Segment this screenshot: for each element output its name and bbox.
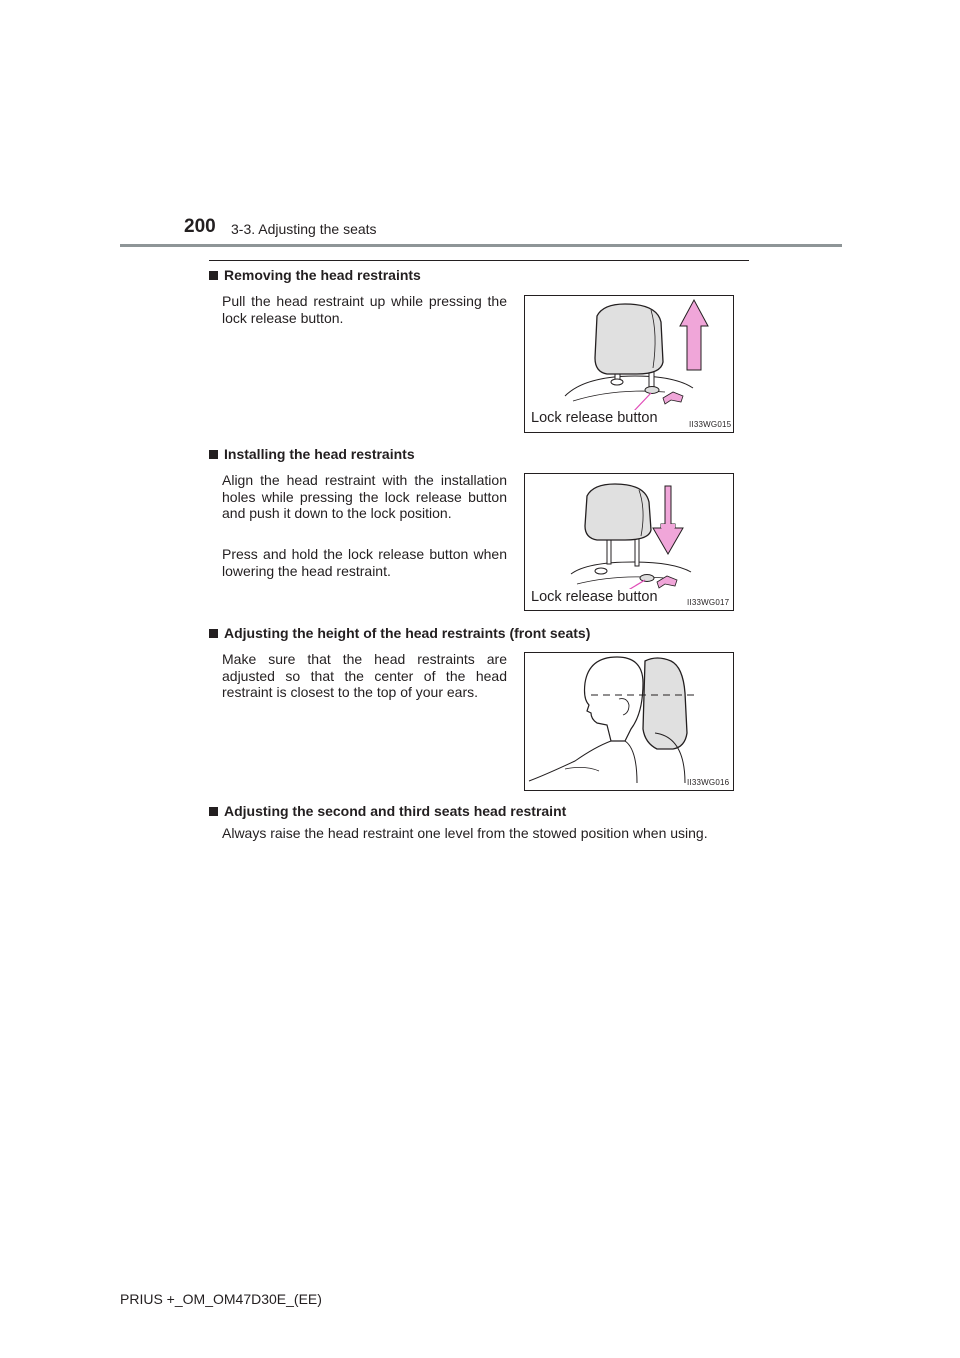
up-arrow-icon bbox=[680, 300, 708, 370]
section-divider bbox=[209, 260, 749, 261]
down-arrow-icon bbox=[653, 524, 683, 554]
section-title: 3-3. Adjusting the seats bbox=[231, 221, 377, 237]
page-number: 200 bbox=[184, 216, 216, 237]
figure-head-restraint-height bbox=[524, 652, 734, 791]
subheading-second-third-seats: Adjusting the second and third seats head restraint bbox=[209, 803, 566, 819]
press-arrow-icon bbox=[663, 392, 683, 404]
square-bullet-icon bbox=[209, 629, 218, 638]
subheading-removing: Removing the head restraints bbox=[209, 267, 421, 283]
paragraph-second-third-seats: Always raise the head restraint one level from the stowed position when using. bbox=[222, 825, 708, 841]
subheading-adjusting-height: Adjusting the height of the head restraints (front seats) bbox=[209, 625, 590, 641]
figure-removing-head-restraint bbox=[524, 295, 734, 433]
figure-label-lock-release: Lock release button bbox=[531, 410, 658, 426]
paragraph-installing-1: Align the head restraint with the installation holes while pressing the lock release button and push it down to the lock position. bbox=[222, 472, 507, 521]
figure-code: II33WG017 bbox=[687, 598, 730, 607]
subheading-installing: Installing the head restraints bbox=[209, 446, 415, 462]
square-bullet-icon bbox=[209, 450, 218, 459]
header-divider bbox=[120, 244, 842, 247]
figure-code: II33WG016 bbox=[687, 778, 730, 787]
figure-installing-head-restraint bbox=[524, 473, 734, 611]
paragraph-adjusting-height: Make sure that the head restraints are adjusted so that the center of the head restraint is closest to the top of your ears. bbox=[222, 651, 507, 700]
paragraph-removing: Pull the head restraint up while pressing the lock release button. bbox=[222, 293, 507, 326]
figure-label-lock-release: Lock release button bbox=[531, 589, 658, 605]
document-id: PRIUS +_OM_OM47D30E_(EE) bbox=[120, 1291, 322, 1307]
figure-code: II33WG015 bbox=[689, 420, 732, 429]
square-bullet-icon bbox=[209, 807, 218, 816]
paragraph-installing-2: Press and hold the lock release button when lowering the head restraint. bbox=[222, 546, 507, 579]
square-bullet-icon bbox=[209, 271, 218, 280]
driver-head-restraint-illustration bbox=[525, 653, 733, 790]
